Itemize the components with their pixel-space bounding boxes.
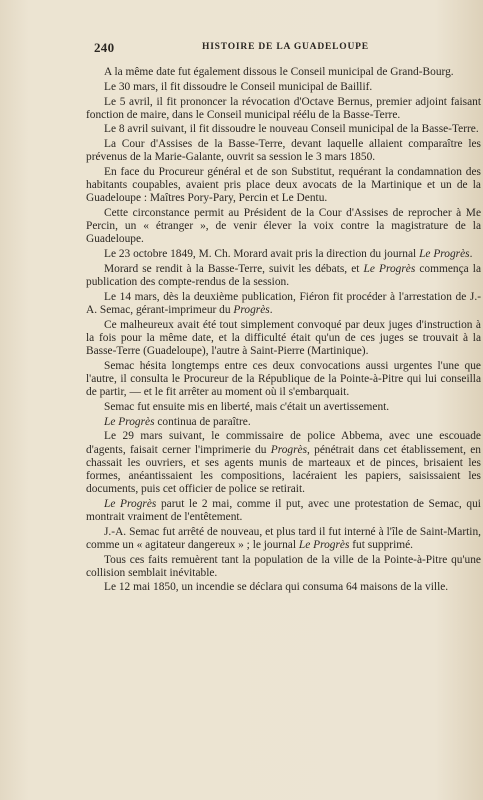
paragraph: Le 8 avril suivant, il fit dissoudre le nouveau Conseil municipal de la Basse-Terre. bbox=[104, 123, 479, 136]
paragraph bbox=[86, 416, 481, 429]
paragraph bbox=[86, 526, 481, 552]
paragraph-text: parut le 2 mai, comme il put, avec une protestation de Semac, qui montrait vraiment de l'entêtement. bbox=[86, 497, 481, 523]
newspaper-title: Progrès bbox=[233, 304, 270, 316]
paragraph-text: . bbox=[469, 248, 473, 261]
newspaper-title: Le Progrès bbox=[419, 248, 470, 261]
newspaper-title: Progrès bbox=[270, 443, 308, 456]
newspaper-title: Le Progrès bbox=[104, 415, 155, 428]
paragraph: Ce malheureux avait été tout simplement convoqué par deux juges d'instruction à la fois pour la même date, et la difficulté était qu'un de ces juges se trouvait à la Basse-Terre (Guadeloupe), l'autre à Saint-Pierre (Martinique). bbox=[86, 318, 481, 358]
newspaper-title: Le Progrès bbox=[104, 497, 157, 510]
paragraph-text: , pénétrait dans cet établissement, en chassait les ouvriers, et ses agents munis de marteaux et de pinces, brisaient les formes, anéantissaient les compositions, lacéraient les papiers, saisissaient les documents, puis cet officier de police se retirait. bbox=[86, 443, 481, 495]
paragraph: Cette circonstance permit au Président de la Cour d'Assises de reprocher à Me Percin, un « étranger », de venir élever la voix contre la magistrature de la Guadeloupe. bbox=[86, 207, 481, 246]
paragraph-text: fut supprimé. bbox=[349, 538, 413, 551]
paragraph-text: Le 23 octobre 1849, M. Ch. Morard avait pris la direction du journal bbox=[104, 248, 420, 261]
paragraph: Semac hésita longtemps entre ces deux convocations aussi urgentes l'une que l'autre, il consulta le Procureur de la République de la Pointe-à-Pitre qui lui conseilla de partir, — et le fit arrêter au moment où il s'embarquait. bbox=[86, 359, 481, 399]
paragraph bbox=[86, 430, 481, 496]
paragraph: Le 30 mars, il fit dissoudre le Conseil municipal de Baillif. bbox=[104, 80, 373, 93]
running-title: HISTOIRE DE LA GUADELOUPE bbox=[202, 42, 369, 52]
page-number: 240 bbox=[94, 40, 115, 55]
paragraph-text: J.-A. Semac fut arrêté de nouveau, et plus tard il fut interné à l'île de Saint-Martin, comme un « agitateur dangereux » ; le journal bbox=[86, 525, 481, 551]
paragraph-text: Le 14 mars, dès la deuxième publication, Fiéron fit procéder à l'arrestation de J.-A. Semac, gérant-imprimeur du bbox=[86, 290, 481, 316]
body-text bbox=[86, 66, 481, 595]
paragraph-text: continua de paraître. bbox=[154, 415, 251, 428]
paragraph-text: . bbox=[269, 304, 273, 316]
paragraph: Semac fut ensuite mis en liberté, mais c'était un avertissement. bbox=[104, 400, 390, 413]
paragraph: Le 5 avril, il fit prononcer la révocation d'Octave Bernus, premier adjoint faisant fonction de maire, dans le Conseil municipal réélu de la Basse-Terre. bbox=[86, 95, 481, 121]
paragraph bbox=[86, 248, 481, 261]
newspaper-title: Le Progrès bbox=[298, 538, 350, 551]
paragraph-text: commença la publication des compte-rendus de la session. bbox=[86, 262, 481, 289]
paragraph bbox=[86, 263, 481, 289]
paragraph-text: Morard se rendit à la Basse-Terre, suivit les débats, et bbox=[104, 262, 364, 275]
paragraph bbox=[86, 291, 481, 317]
paragraph bbox=[86, 498, 481, 524]
paragraph: Tous ces faits remuèrent tant la population de la ville de la Pointe-à-Pitre qu'une collision semblait inévitable. bbox=[86, 553, 481, 579]
newspaper-title: Le Progrès bbox=[363, 262, 416, 275]
page-header bbox=[94, 40, 483, 56]
paragraph: Le 12 mai 1850, un incendie se déclara qui consuma 64 maisons de la ville. bbox=[104, 581, 449, 594]
paragraph-text: Le 29 mars suivant, le commissaire de police Abbema, avec une escouade d'agents, faisait cerner l'imprimerie du bbox=[86, 430, 481, 456]
paragraph: A la même date fut également dissous le Conseil municipal de Grand-Bourg. bbox=[104, 66, 454, 78]
paragraph: La Cour d'Assises de la Basse-Terre, devant laquelle allaient comparaître les prévenus de la Marie-Galante, ouvrit sa session le 3 mars 1850. bbox=[86, 138, 481, 164]
paragraph: En face du Procureur général et de son Substitut, requérant la condamnation des habitants coupables, avaient pris place deux avocats de la Martinique et un de la Guadeloupe : Maîtres Pory-Pary, Percin et Le Dentu. bbox=[86, 166, 481, 205]
